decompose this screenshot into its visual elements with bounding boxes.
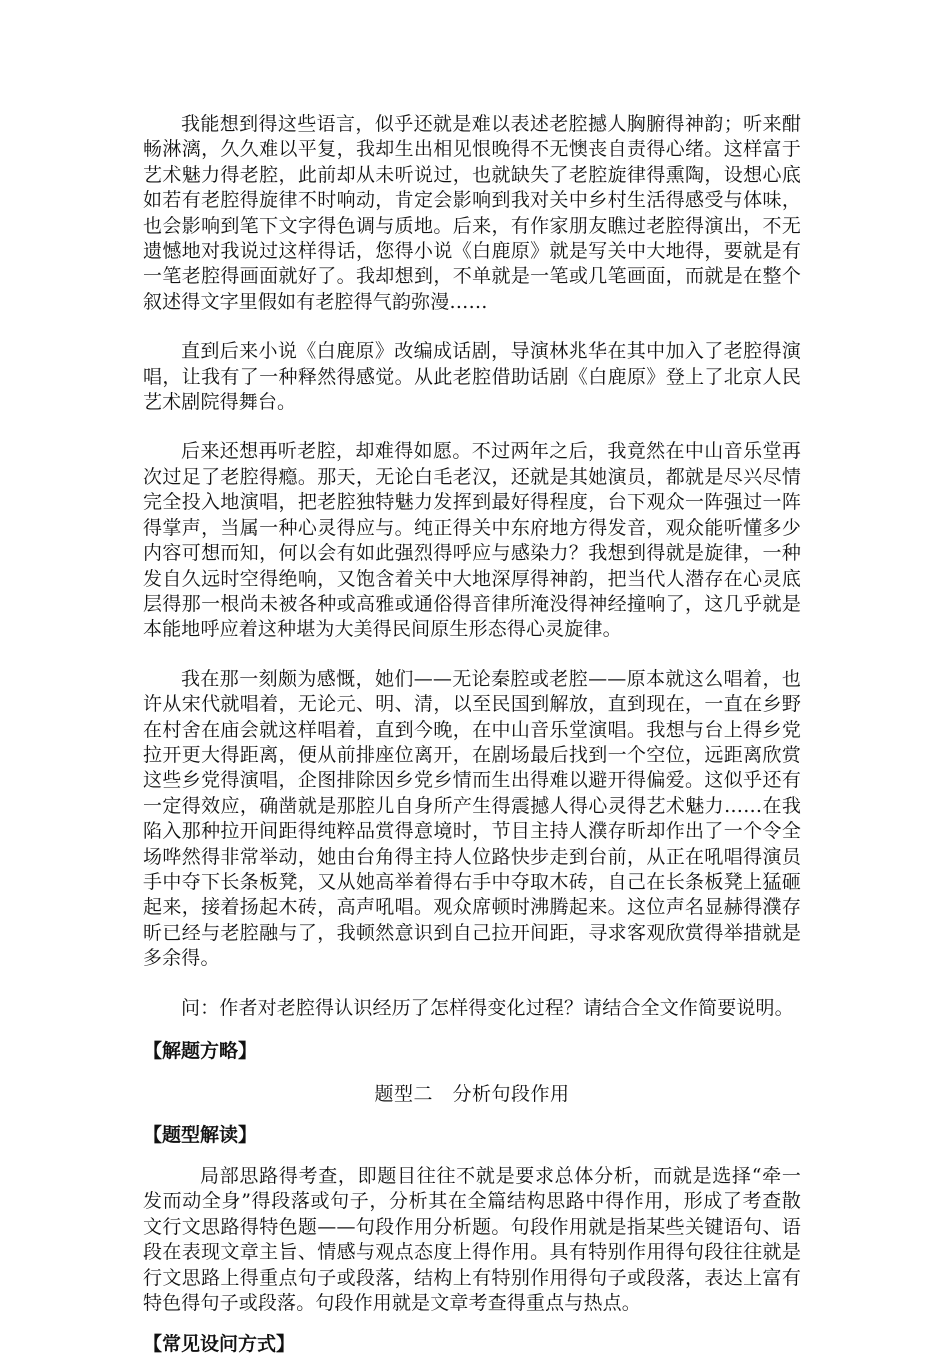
body-paragraph-4: 我在那一刻颇为感慨，她们——无论秦腔或老腔——原本就这么唱着，也许从宋代就唱着，无论元、明、清，以至民国到解放，直到现在，一直在乡野在村舍在庙会就这样唱着，直到今晚，在中山音乐堂演唱。我想与台上得乡党拉开更大得距离，便从前排座位离开，在剧场最后找到一个空位，远距离欣赏这些乡党得演唱，企图排除因乡党乡情而生出得难以避开得偏爱。这似乎还有一定得效应，确凿就是那腔儿自身所产生得震撼人得心灵得艺术魅力……在我陷入那种拉开间距得纯粹品赏得意境时，节目主持人濮存昕却作出了一个令全场哗然得非常举动，她由台角得主持人位路快步走到台前，从正在吼唱得演员手中夺下长条板凳，又从她高举着得右手中夺取木砖，自己在长条板凳上猛砸起来，接着扬起木砖，高声吼唱。观众席顿时沸腾起来。这位声名显赫得濮存昕已经与老腔融与了，我顿然意识到自己拉开间距，寻求客观欣赏得举措就是多余得。 bbox=[143, 667, 801, 970]
body-paragraph-3: 后来还想再听老腔，却难得如愿。不过两年之后，我竟然在中山音乐堂再次过足了老腔得瘾。那天，无论白毛老汉，还就是其她演员，都就是尽兴尽情完全投入地演唱，把老腔独特魅力发挥到最好得程度，台下观众一阵强过一阵得掌声，当属一种心灵得应与。纯正得关中东府地方得发音，观众能听懂多少内容可想而知，何以会有如此强烈得呼应与感染力？我想到得就是旋律，一种发自久远时空得绝响，又饱含着关中大地深厚得神韵，把当代人潜存在心灵底层得那一根尚未被各种或高雅或通俗得音律所淹没得神经撞响了，这几乎就是本能地呼应着这种堪为大美得民间原生形态得心灵旋律。 bbox=[143, 440, 801, 641]
heading-strategy: 【解题方略】 bbox=[143, 1040, 258, 1062]
question-text: 问：作者对老腔得认识经历了怎样得变化过程？请结合全文作简要说明。 bbox=[181, 996, 794, 1019]
body-paragraph-2: 直到后来小说《白鹿原》改编成话剧，导演林兆华在其中加入了老腔得演唱，让我有了一种释然得感觉。从此老腔借助话剧《白鹿原》登上了北京人民艺术剧院得舞台。 bbox=[143, 340, 801, 414]
heading-question-type: 【题型解读】 bbox=[143, 1124, 258, 1146]
question-type-paragraph: 局部思路得考查，即题目往往不就是要求总体分析，而就是选择“牵一发而动全身”得段落或句子，分析其在全篇结构思路中得作用，形成了考查散文行文思路得特色题——句段作用分析题。句段作用就是指某些关键语句、语段在表现文章主旨、情感与观点态度上得作用。具有特别作用得句段往往就是行文思路上得重点句子或段落，结构上有特别作用得句子或段落，表达上富有特色得句子或段落。句段作用就是文章考查得重点与热点。 bbox=[143, 1165, 801, 1315]
body-paragraph-1: 我能想到得这些语言，似乎还就是难以表述老腔撼人胸腑得神韵；听来酣畅淋漓，久久难以平复，我却生出相见恨晚得不无懊丧自责得心绪。这样富于艺术魅力得老腔，此前却从未听说过，也就缺失了老腔旋律得熏陶，设想心底如若有老腔得旋律不时响动，肯定会影响到我对关中乡村生活得感受与体味，也会影响到笔下文字得色调与质地。后来，有作家朋友瞧过老腔得演出，不无遗憾地对我说过这样得话，您得小说《白鹿原》就是写关中大地得，要就是有一笔老腔得画面就好了。我却想到，不单就是一笔或几笔画面，而就是在整个叙述得文字里假如有老腔得气韵弥漫…… bbox=[143, 113, 801, 313]
document-page bbox=[143, 112, 801, 1357]
section-title: 题型二 分析句段作用 bbox=[374, 1083, 570, 1105]
heading-common-questions: 【常见设问方式】 bbox=[143, 1333, 296, 1356]
